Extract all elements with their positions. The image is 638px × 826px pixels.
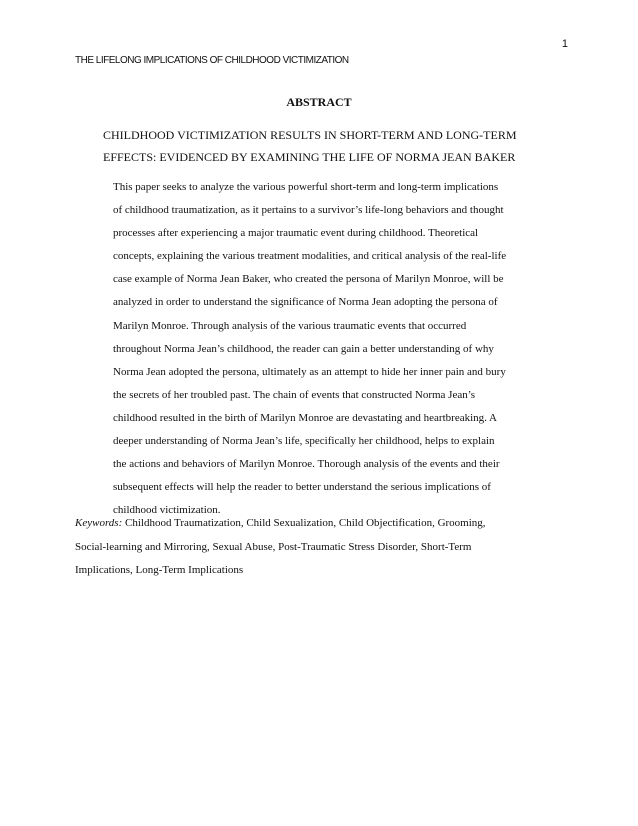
keywords-line: Implications, Long-Term Implications: [75, 564, 244, 576]
body-line: concepts, explaining the various treatment modalities, and critical analysis of the real-life: [113, 250, 507, 263]
abstract-body: [113, 176, 563, 522]
paper-title: [103, 124, 563, 168]
body-line: This paper seeks to analyze the various powerful short-term and long-term implications: [113, 181, 499, 193]
keywords-line: Social-learning and Mirroring, Sexual Abuse, Post-Traumatic Stress Disorder, Short-Term: [75, 540, 472, 553]
body-line: throughout Norma Jean’s childhood, the reader can gain a better understanding of why: [113, 342, 494, 355]
body-line: childhood victimization.: [113, 504, 221, 517]
abstract-heading: ABSTRACT: [286, 95, 352, 109]
keywords-text: Childhood Traumatization, Child Sexualization, Child Objectification, Grooming,: [125, 517, 486, 529]
title-line: EFFECTS: EVIDENCED BY EXAMINING THE LIFE OF NORMA JEAN BAKER: [103, 150, 516, 164]
body-line: Norma Jean adopted the persona, ultimately as an attempt to hide her inner pain and bury: [113, 365, 506, 378]
keywords-line: [75, 512, 563, 536]
title-line: CHILDHOOD VICTIMIZATION RESULTS IN SHORT-TERM AND LONG-TERM: [103, 128, 517, 142]
body-line: case example of Norma Jean Baker, who created the persona of Marilyn Monroe, will be: [113, 273, 504, 286]
body-line: childhood resulted in the birth of Marilyn Monroe are devastating and heartbreaking. A: [113, 411, 497, 424]
body-line: Marilyn Monroe. Through analysis of the various traumatic events that occurred: [113, 319, 467, 332]
running-head: THE LIFELONG IMPLICATIONS OF CHILDHOOD VICTIMIZATION: [75, 55, 349, 66]
body-line: analyzed in order to understand the significance of Norma Jean adopting the persona of: [113, 296, 498, 309]
keywords: [75, 512, 563, 583]
body-line: processes after experiencing a major traumatic event during childhood. Theoretical: [113, 227, 479, 240]
body-line: subsequent effects will help the reader to better understand the serious implications of: [113, 481, 491, 494]
body-line: the secrets of her troubled past. The chain of events that constructed Norma Jean’s: [113, 388, 476, 401]
body-line: the actions and behaviors of Marilyn Monroe. Thorough analysis of the events and their: [113, 458, 500, 471]
page-number: 1: [561, 38, 568, 50]
keywords-label: Keywords:: [75, 517, 123, 529]
body-line: deeper understanding of Norma Jean’s life, specifically her childhood, helps to explain: [113, 435, 495, 448]
body-line: of childhood traumatization, as it pertains to a survivor’s life-long behaviors and thought: [113, 204, 504, 217]
